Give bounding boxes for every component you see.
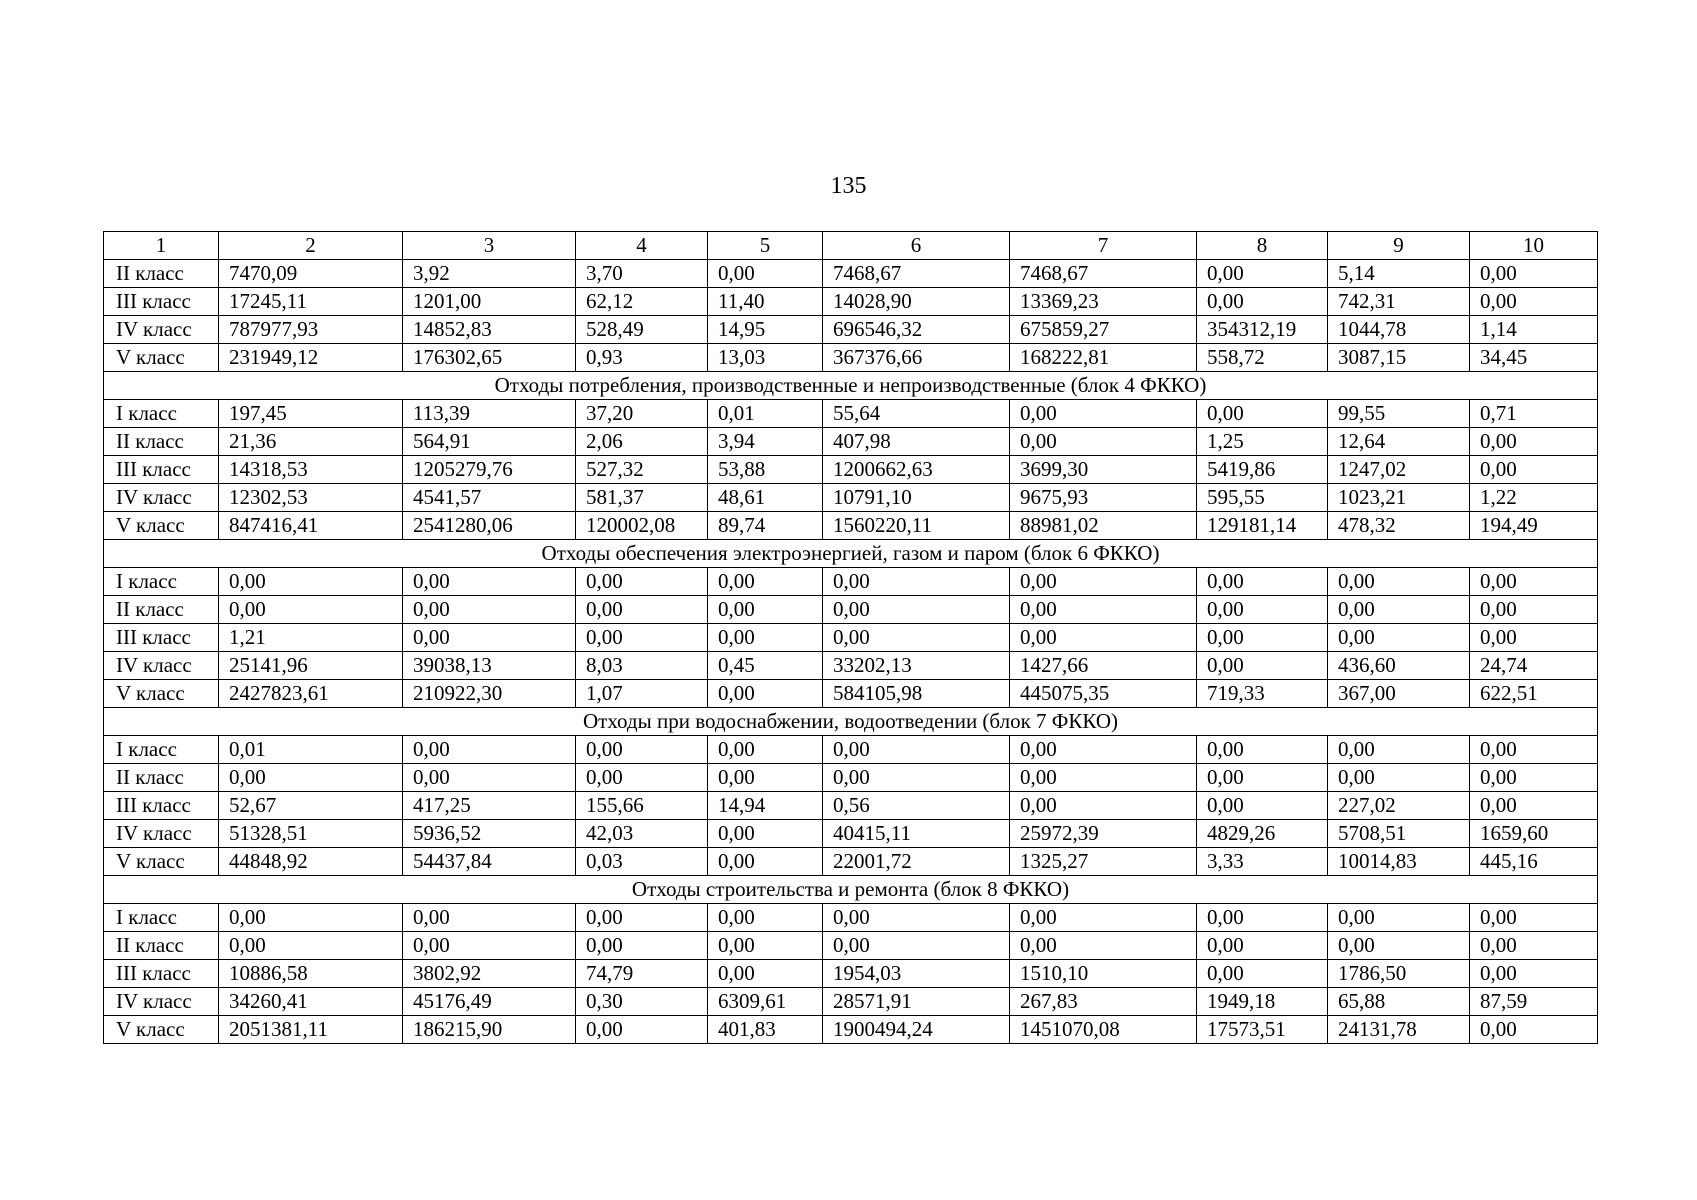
value-cell: 1200662,63: [823, 456, 1010, 484]
value-cell: 14,95: [708, 316, 823, 344]
value-cell: 0,00: [403, 624, 576, 652]
value-cell: 2,06: [576, 428, 708, 456]
value-cell: 1560220,11: [823, 512, 1010, 540]
value-cell: 0,00: [708, 932, 823, 960]
value-cell: 0,00: [219, 764, 403, 792]
value-cell: 0,00: [823, 596, 1010, 624]
waste-table: [103, 231, 1598, 1044]
column-header: 4: [576, 232, 708, 260]
column-header: 3: [403, 232, 576, 260]
section-header-row: [104, 540, 1598, 568]
value-cell: 527,32: [576, 456, 708, 484]
value-cell: 6309,61: [708, 988, 823, 1016]
value-cell: 0,00: [708, 904, 823, 932]
value-cell: 1451070,08: [1010, 1016, 1197, 1044]
hazard-class-cell: III класс: [104, 456, 219, 484]
section-title: Отходы обеспечения электроэнергией, газом и паром (блок 6 ФККО): [104, 540, 1598, 568]
column-header: 5: [708, 232, 823, 260]
table-row: [104, 484, 1598, 512]
value-cell: 33202,13: [823, 652, 1010, 680]
value-cell: 13,03: [708, 344, 823, 372]
table-row: [104, 428, 1598, 456]
value-cell: 113,39: [403, 400, 576, 428]
section-header-row: [104, 708, 1598, 736]
value-cell: 13369,23: [1010, 288, 1197, 316]
table-row: [104, 932, 1598, 960]
value-cell: 227,02: [1328, 792, 1470, 820]
value-cell: 0,00: [708, 596, 823, 624]
value-cell: 10791,10: [823, 484, 1010, 512]
value-cell: 3802,92: [403, 960, 576, 988]
table-row: [104, 848, 1598, 876]
value-cell: 1949,18: [1197, 988, 1328, 1016]
value-cell: 0,00: [708, 568, 823, 596]
value-cell: 197,45: [219, 400, 403, 428]
value-cell: 0,00: [823, 904, 1010, 932]
value-cell: 1023,21: [1328, 484, 1470, 512]
value-cell: 0,00: [1470, 456, 1598, 484]
value-cell: 787977,93: [219, 316, 403, 344]
value-cell: 4541,57: [403, 484, 576, 512]
value-cell: 0,00: [576, 932, 708, 960]
value-cell: 0,00: [403, 568, 576, 596]
value-cell: 14318,53: [219, 456, 403, 484]
value-cell: 1900494,24: [823, 1016, 1010, 1044]
value-cell: 7470,09: [219, 260, 403, 288]
value-cell: 407,98: [823, 428, 1010, 456]
table-row: [104, 568, 1598, 596]
section-header-row: [104, 372, 1598, 400]
table-row: [104, 904, 1598, 932]
hazard-class-cell: I класс: [104, 736, 219, 764]
value-cell: 0,00: [1470, 260, 1598, 288]
value-cell: 0,00: [1328, 596, 1470, 624]
value-cell: 1,14: [1470, 316, 1598, 344]
value-cell: 0,00: [1470, 288, 1598, 316]
value-cell: 21,36: [219, 428, 403, 456]
value-cell: 48,61: [708, 484, 823, 512]
value-cell: 5936,52: [403, 820, 576, 848]
value-cell: 2051381,11: [219, 1016, 403, 1044]
value-cell: 401,83: [708, 1016, 823, 1044]
table-body: [104, 260, 1598, 1044]
table-row: [104, 736, 1598, 764]
value-cell: 0,00: [1010, 904, 1197, 932]
hazard-class-cell: V класс: [104, 1016, 219, 1044]
value-cell: 0,00: [1470, 568, 1598, 596]
value-cell: 0,00: [1197, 792, 1328, 820]
hazard-class-cell: III класс: [104, 792, 219, 820]
value-cell: 0,00: [1470, 904, 1598, 932]
value-cell: 11,40: [708, 288, 823, 316]
value-cell: 1201,00: [403, 288, 576, 316]
value-cell: 1659,60: [1470, 820, 1598, 848]
value-cell: 7468,67: [1010, 260, 1197, 288]
value-cell: 3699,30: [1010, 456, 1197, 484]
value-cell: 3,33: [1197, 848, 1328, 876]
hazard-class-cell: V класс: [104, 848, 219, 876]
table-row: [104, 288, 1598, 316]
value-cell: 44848,92: [219, 848, 403, 876]
value-cell: 0,00: [1010, 736, 1197, 764]
value-cell: 14852,83: [403, 316, 576, 344]
value-cell: 24,74: [1470, 652, 1598, 680]
value-cell: 3087,15: [1328, 344, 1470, 372]
hazard-class-cell: II класс: [104, 596, 219, 624]
value-cell: 42,03: [576, 820, 708, 848]
value-cell: 696546,32: [823, 316, 1010, 344]
value-cell: 0,00: [823, 764, 1010, 792]
column-header: 8: [1197, 232, 1328, 260]
table-row: [104, 344, 1598, 372]
value-cell: 0,00: [1197, 596, 1328, 624]
value-cell: 37,20: [576, 400, 708, 428]
value-cell: 0,00: [576, 904, 708, 932]
table-row: [104, 792, 1598, 820]
value-cell: 24131,78: [1328, 1016, 1470, 1044]
value-cell: 0,00: [576, 568, 708, 596]
value-cell: 0,00: [403, 764, 576, 792]
value-cell: 0,00: [708, 680, 823, 708]
value-cell: 0,00: [1197, 260, 1328, 288]
value-cell: 5419,86: [1197, 456, 1328, 484]
value-cell: 89,74: [708, 512, 823, 540]
value-cell: 436,60: [1328, 652, 1470, 680]
value-cell: 155,66: [576, 792, 708, 820]
value-cell: 0,00: [1197, 960, 1328, 988]
value-cell: 354312,19: [1197, 316, 1328, 344]
value-cell: 0,00: [1470, 428, 1598, 456]
value-cell: 0,01: [219, 736, 403, 764]
value-cell: 0,00: [1197, 932, 1328, 960]
hazard-class-cell: III класс: [104, 288, 219, 316]
value-cell: 2427823,61: [219, 680, 403, 708]
value-cell: 10014,83: [1328, 848, 1470, 876]
value-cell: 22001,72: [823, 848, 1010, 876]
value-cell: 54437,84: [403, 848, 576, 876]
table-row: [104, 512, 1598, 540]
value-cell: 0,00: [403, 596, 576, 624]
value-cell: 1325,27: [1010, 848, 1197, 876]
value-cell: 0,00: [1328, 736, 1470, 764]
table-row: [104, 960, 1598, 988]
value-cell: 0,00: [1010, 792, 1197, 820]
value-cell: 0,00: [1328, 624, 1470, 652]
value-cell: 0,00: [1010, 932, 1197, 960]
value-cell: 74,79: [576, 960, 708, 988]
value-cell: 231949,12: [219, 344, 403, 372]
hazard-class-cell: III класс: [104, 624, 219, 652]
value-cell: 14,94: [708, 792, 823, 820]
value-cell: 0,00: [219, 932, 403, 960]
value-cell: 0,00: [823, 624, 1010, 652]
value-cell: 584105,98: [823, 680, 1010, 708]
value-cell: 581,37: [576, 484, 708, 512]
table-row: [104, 652, 1598, 680]
value-cell: 622,51: [1470, 680, 1598, 708]
value-cell: 210922,30: [403, 680, 576, 708]
value-cell: 0,00: [823, 932, 1010, 960]
value-cell: 0,00: [708, 960, 823, 988]
hazard-class-cell: V класс: [104, 512, 219, 540]
value-cell: 40415,11: [823, 820, 1010, 848]
value-cell: 52,67: [219, 792, 403, 820]
value-cell: 39038,13: [403, 652, 576, 680]
value-cell: 558,72: [1197, 344, 1328, 372]
value-cell: 4829,26: [1197, 820, 1328, 848]
column-header: 9: [1328, 232, 1470, 260]
section-title: Отходы потребления, производственные и непроизводственные (блок 4 ФККО): [104, 372, 1598, 400]
value-cell: 0,00: [1197, 568, 1328, 596]
value-cell: 0,00: [1197, 904, 1328, 932]
value-cell: 120002,08: [576, 512, 708, 540]
value-cell: 34,45: [1470, 344, 1598, 372]
value-cell: 65,88: [1328, 988, 1470, 1016]
value-cell: 0,00: [1010, 568, 1197, 596]
value-cell: 129181,14: [1197, 512, 1328, 540]
value-cell: 0,00: [403, 932, 576, 960]
value-cell: 0,00: [1010, 596, 1197, 624]
value-cell: 0,00: [576, 596, 708, 624]
value-cell: 34260,41: [219, 988, 403, 1016]
table-row: [104, 820, 1598, 848]
value-cell: 45176,49: [403, 988, 576, 1016]
value-cell: 0,00: [1197, 400, 1328, 428]
value-cell: 0,00: [823, 736, 1010, 764]
value-cell: 0,00: [1197, 652, 1328, 680]
hazard-class-cell: IV класс: [104, 820, 219, 848]
value-cell: 847416,41: [219, 512, 403, 540]
hazard-class-cell: II класс: [104, 932, 219, 960]
hazard-class-cell: IV класс: [104, 652, 219, 680]
hazard-class-cell: II класс: [104, 764, 219, 792]
value-cell: 5,14: [1328, 260, 1470, 288]
value-cell: 0,00: [708, 764, 823, 792]
value-cell: 168222,81: [1010, 344, 1197, 372]
value-cell: 367376,66: [823, 344, 1010, 372]
value-cell: 0,00: [1328, 568, 1470, 596]
value-cell: 0,00: [576, 1016, 708, 1044]
value-cell: 194,49: [1470, 512, 1598, 540]
hazard-class-cell: V класс: [104, 680, 219, 708]
value-cell: 0,00: [823, 568, 1010, 596]
value-cell: 1044,78: [1328, 316, 1470, 344]
value-cell: 0,00: [1197, 764, 1328, 792]
value-cell: 176302,65: [403, 344, 576, 372]
value-cell: 1,22: [1470, 484, 1598, 512]
value-cell: 55,64: [823, 400, 1010, 428]
value-cell: 0,00: [219, 596, 403, 624]
value-cell: 99,55: [1328, 400, 1470, 428]
value-cell: 0,00: [708, 848, 823, 876]
table-row: [104, 624, 1598, 652]
value-cell: 28571,91: [823, 988, 1010, 1016]
value-cell: 0,00: [403, 904, 576, 932]
value-cell: 1,07: [576, 680, 708, 708]
value-cell: 1247,02: [1328, 456, 1470, 484]
value-cell: 742,31: [1328, 288, 1470, 316]
value-cell: 0,71: [1470, 400, 1598, 428]
value-cell: 62,12: [576, 288, 708, 316]
column-header: 7: [1010, 232, 1197, 260]
value-cell: 3,92: [403, 260, 576, 288]
value-cell: 0,00: [1328, 904, 1470, 932]
value-cell: 719,33: [1197, 680, 1328, 708]
hazard-class-cell: I класс: [104, 400, 219, 428]
value-cell: 564,91: [403, 428, 576, 456]
value-cell: 0,00: [1197, 624, 1328, 652]
section-title: Отходы при водоснабжении, водоотведении (блок 7 ФККО): [104, 708, 1598, 736]
value-cell: 25972,39: [1010, 820, 1197, 848]
value-cell: 0,00: [1328, 764, 1470, 792]
value-cell: 0,00: [1010, 400, 1197, 428]
value-cell: 528,49: [576, 316, 708, 344]
value-cell: 0,00: [219, 904, 403, 932]
column-header: 2: [219, 232, 403, 260]
value-cell: 0,00: [1470, 792, 1598, 820]
value-cell: 1,21: [219, 624, 403, 652]
value-cell: 0,00: [1470, 596, 1598, 624]
value-cell: 1786,50: [1328, 960, 1470, 988]
value-cell: 675859,27: [1010, 316, 1197, 344]
value-cell: 417,25: [403, 792, 576, 820]
value-cell: 595,55: [1197, 484, 1328, 512]
hazard-class-cell: I класс: [104, 568, 219, 596]
value-cell: 0,00: [708, 624, 823, 652]
value-cell: 0,00: [1470, 932, 1598, 960]
value-cell: 367,00: [1328, 680, 1470, 708]
page-number: 135: [830, 173, 867, 199]
value-cell: 10886,58: [219, 960, 403, 988]
value-cell: 0,00: [576, 736, 708, 764]
value-cell: 53,88: [708, 456, 823, 484]
value-cell: 0,00: [1470, 960, 1598, 988]
value-cell: 0,00: [1010, 764, 1197, 792]
value-cell: 1427,66: [1010, 652, 1197, 680]
value-cell: 88981,02: [1010, 512, 1197, 540]
column-header: 10: [1470, 232, 1598, 260]
value-cell: 445,16: [1470, 848, 1598, 876]
table-row: [104, 1016, 1598, 1044]
value-cell: 51328,51: [219, 820, 403, 848]
hazard-class-cell: II класс: [104, 260, 219, 288]
table-row: [104, 596, 1598, 624]
section-title: Отходы строительства и ремонта (блок 8 ФККО): [104, 876, 1598, 904]
value-cell: 1205279,76: [403, 456, 576, 484]
value-cell: 17245,11: [219, 288, 403, 316]
value-cell: 1,25: [1197, 428, 1328, 456]
hazard-class-cell: IV класс: [104, 316, 219, 344]
value-cell: 9675,93: [1010, 484, 1197, 512]
value-cell: 0,00: [1197, 736, 1328, 764]
value-cell: 0,01: [708, 400, 823, 428]
value-cell: 3,70: [576, 260, 708, 288]
value-cell: 0,00: [708, 260, 823, 288]
value-cell: 0,00: [576, 764, 708, 792]
value-cell: 0,00: [219, 568, 403, 596]
value-cell: 0,00: [1328, 932, 1470, 960]
value-cell: 445075,35: [1010, 680, 1197, 708]
table-row: [104, 988, 1598, 1016]
value-cell: 5708,51: [1328, 820, 1470, 848]
value-cell: 25141,96: [219, 652, 403, 680]
value-cell: 0,00: [1470, 736, 1598, 764]
value-cell: 0,56: [823, 792, 1010, 820]
value-cell: 3,94: [708, 428, 823, 456]
value-cell: 8,03: [576, 652, 708, 680]
value-cell: 0,00: [1010, 624, 1197, 652]
value-cell: 0,45: [708, 652, 823, 680]
hazard-class-cell: IV класс: [104, 988, 219, 1016]
table-row: [104, 316, 1598, 344]
table-row: [104, 680, 1598, 708]
value-cell: 12,64: [1328, 428, 1470, 456]
value-cell: 1954,03: [823, 960, 1010, 988]
value-cell: 12302,53: [219, 484, 403, 512]
value-cell: 1510,10: [1010, 960, 1197, 988]
column-header: 1: [104, 232, 219, 260]
value-cell: 267,83: [1010, 988, 1197, 1016]
value-cell: 0,00: [1197, 288, 1328, 316]
value-cell: 0,93: [576, 344, 708, 372]
value-cell: 0,30: [576, 988, 708, 1016]
value-cell: 0,00: [403, 736, 576, 764]
value-cell: 186215,90: [403, 1016, 576, 1044]
value-cell: 17573,51: [1197, 1016, 1328, 1044]
hazard-class-cell: I класс: [104, 904, 219, 932]
value-cell: 0,00: [708, 736, 823, 764]
value-cell: 0,00: [576, 624, 708, 652]
table-row: [104, 400, 1598, 428]
value-cell: 0,00: [708, 820, 823, 848]
value-cell: 478,32: [1328, 512, 1470, 540]
section-header-row: [104, 876, 1598, 904]
hazard-class-cell: IV класс: [104, 484, 219, 512]
value-cell: 0,03: [576, 848, 708, 876]
value-cell: 0,00: [1470, 1016, 1598, 1044]
hazard-class-cell: II класс: [104, 428, 219, 456]
table-row: [104, 764, 1598, 792]
value-cell: 2541280,06: [403, 512, 576, 540]
value-cell: 7468,67: [823, 260, 1010, 288]
column-number-row: [104, 232, 1598, 260]
table-row: [104, 456, 1598, 484]
value-cell: 0,00: [1470, 764, 1598, 792]
value-cell: 0,00: [1010, 428, 1197, 456]
hazard-class-cell: III класс: [104, 960, 219, 988]
column-header: 6: [823, 232, 1010, 260]
value-cell: 14028,90: [823, 288, 1010, 316]
value-cell: 87,59: [1470, 988, 1598, 1016]
value-cell: 0,00: [1470, 624, 1598, 652]
hazard-class-cell: V класс: [104, 344, 219, 372]
table-row: [104, 260, 1598, 288]
